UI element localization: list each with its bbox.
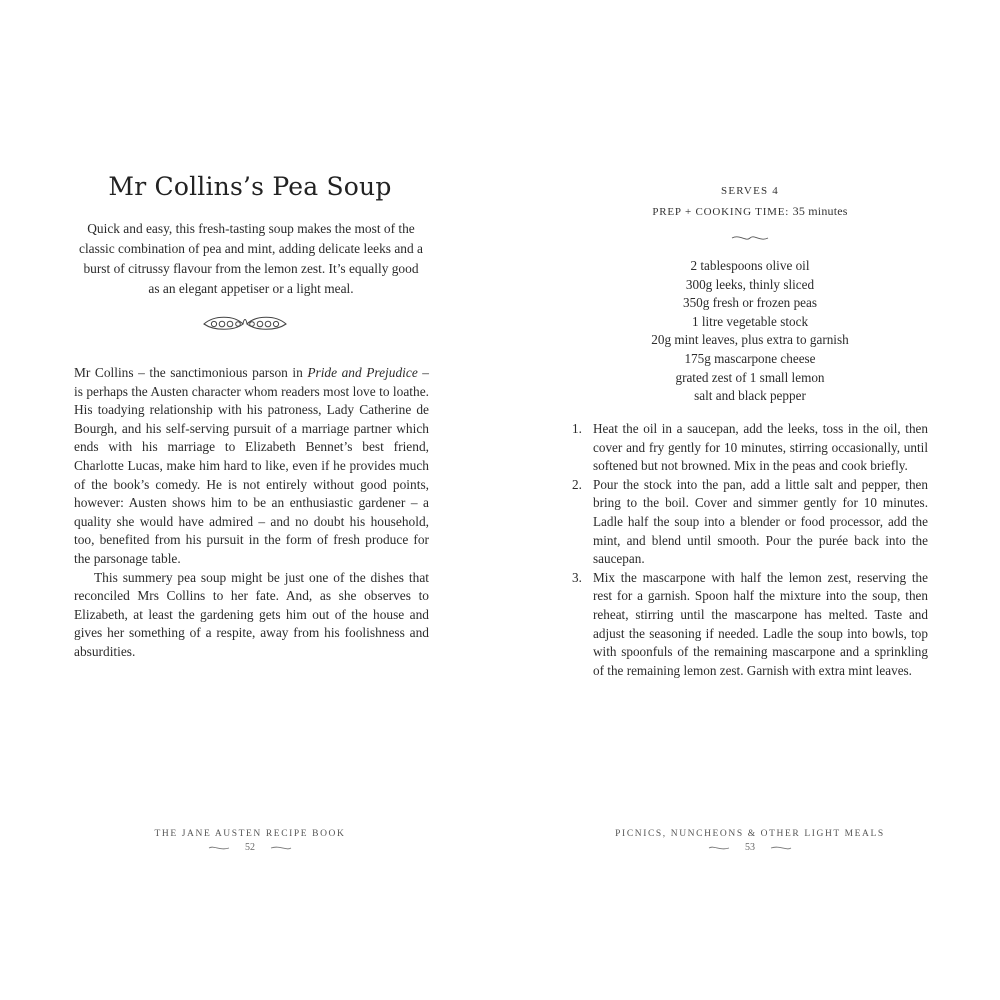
ingredient-item: 350g fresh or frozen peas	[682, 295, 818, 311]
pea-pod-ornament-icon	[200, 313, 290, 335]
prep-time-label: PREP + COOKING TIME:	[652, 206, 790, 218]
method-steps	[572, 420, 928, 680]
right-page-number: 53	[745, 842, 755, 853]
ingredient-item: 175g mascarpone cheese	[684, 350, 816, 366]
essay-text	[74, 364, 429, 662]
method-step	[572, 569, 928, 681]
step-number: 1.	[572, 421, 582, 436]
folio-swash-icon	[270, 845, 292, 851]
swash-divider-icon	[730, 233, 770, 243]
ingredient-item: 300g leeks, thinly sliced	[685, 276, 815, 292]
serves-label: SERVES 4	[721, 185, 779, 197]
method-step	[572, 420, 928, 476]
step-number: 2.	[572, 476, 582, 492]
step-text: Pour the stock into the pan, add a little salt and pepper, then bring to the boil. Cover and simmer gently for 10 minutes. Ladle half the soup into a blender or food processor, add the mint, and blend until smooth. Pour the purée back into the saucepan.	[593, 476, 928, 567]
book-title-italic: Pride and Prejudice	[307, 365, 418, 380]
prep-time	[530, 204, 970, 219]
prep-time-value: 35 minutes	[792, 204, 848, 218]
step-number: 3.	[572, 569, 582, 585]
ingredient-item: 1 litre vegetable stock	[691, 313, 809, 329]
method-step	[572, 476, 928, 569]
ingredient-item: 20g mint leaves, plus extra to garnish	[651, 332, 849, 348]
ingredient-item: salt and black pepper	[694, 388, 806, 404]
step-text: Heat the oil in a saucepan, add the leeks, toss in the oil, then cover and fry gently for 10 minutes, stirring occasionally, until softened but not browned. Mix in the peas and cook briefly.	[593, 421, 928, 474]
ingredient-item: 2 tablespoons olive oil	[690, 258, 810, 273]
recipe-title: Mr Collins’s Pea Soup	[108, 172, 392, 201]
recipe-intro: Quick and easy, this fresh-tasting soup makes the most of the classic combination of pea and mint, adding delicate leeks and a burst of citrussy flavour from the lemon zest. It’s equally good as an elegant appetiser or a light meal.	[79, 221, 423, 296]
left-running-footer: THE JANE AUSTEN RECIPE BOOK	[154, 829, 346, 839]
ingredient-item: grated zest of 1 small lemon	[675, 369, 825, 385]
essay-paragraph-1: Mr Collins – the sanctimonious parson in Pride and Prejudice – is perhaps the Austen character whom readers most love to loathe. His toadying relationship with his patroness, Lady Catherine de Bourgh, and his self-serving pursuit of a marriage partner which ends with his marriage to Elizabeth Bennet’s best friend, Charlotte Lucas, make him hard to like, even if he provides much of the book’s comedy. He is not entirely without good points, however: Austen shows him to be an enthusiastic gardener – a quality she would have admired – and no doubt his household, too, benefited from his pursuit in the form of fresh produce for the parsonage table.	[74, 365, 429, 566]
left-page-number: 52	[245, 842, 255, 853]
right-page	[500, 0, 1000, 1000]
folio-swash-icon	[770, 845, 792, 851]
essay-paragraph-2: This summery pea soup might be just one of the dishes that reconciled Mrs Collins to her fate. And, as she observes to Elizabeth, at least the gardening gets him out of the house and gives her something of a respite, away from his foolishness and absurdities.	[74, 569, 429, 659]
right-running-footer: PICNICS, NUNCHEONS & OTHER LIGHT MEALS	[615, 829, 885, 839]
step-text: Mix the mascarpone with half the lemon zest, reserving the rest for a garnish. Spoon half the mixture into the soup, then reheat, stirring until the mascarpone has melted. Taste and adjust the seasoning if needed. Ladle the soup into bowls, top with spoonfuls of the remaining mascarpone and a sprinkling of the remaining lemon zest. Garnish with extra mint leaves.	[593, 569, 928, 678]
ingredients-list	[530, 257, 970, 406]
